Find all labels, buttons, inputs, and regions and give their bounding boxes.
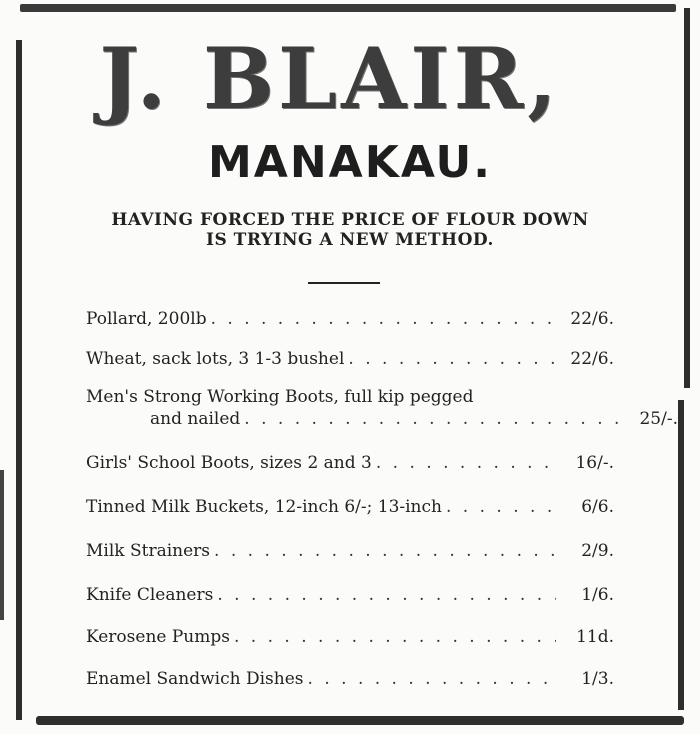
item-price: 22/6. (570, 309, 614, 329)
price-list-item (86, 668, 614, 690)
merchant-name: J. BLAIR, (99, 29, 561, 128)
price-list-item (86, 452, 614, 474)
price-list-item (86, 308, 614, 330)
item-price: 11d. (576, 627, 614, 647)
item-label: Tinned Milk Buckets, 12-inch 6/-; 13-inch (86, 497, 442, 517)
price-list-item (86, 584, 614, 606)
item-label: Girls' School Boots, sizes 2 and 3 (86, 453, 372, 473)
location-name: MANAKAU. (208, 137, 492, 188)
top-border-rule (20, 4, 676, 12)
price-list-item (86, 386, 678, 430)
right-border-rule (684, 8, 690, 388)
dot-leader (234, 626, 556, 648)
item-price: 6/6. (581, 497, 614, 517)
item-price: 16/-. (575, 453, 614, 473)
item-price: 1/3. (581, 669, 614, 689)
item-label: Men's Strong Working Boots, full kip pegged (86, 387, 474, 407)
right-border-rule-lower (678, 400, 684, 710)
bottom-border-rule (36, 716, 684, 725)
dot-leader (308, 668, 556, 690)
item-label: Knife Cleaners (86, 585, 214, 605)
item-label: Wheat, sack lots, 3 1-3 bushel (86, 349, 345, 369)
price-list-item (86, 540, 614, 562)
dot-leader (217, 584, 556, 606)
item-label: Kerosene Pumps (86, 627, 230, 647)
price-list-item (86, 496, 614, 518)
divider-rule (308, 282, 380, 284)
item-label: Enamel Sandwich Dishes (86, 669, 304, 689)
slogan (0, 210, 700, 250)
item-price: 1/6. (581, 585, 614, 605)
item-label-continued: and nailed (150, 409, 241, 429)
dot-leader (446, 496, 556, 518)
item-price: 22/6. (570, 349, 614, 369)
item-label: Milk Strainers (86, 541, 211, 561)
price-list-item (86, 626, 614, 648)
dot-leader (244, 408, 620, 430)
slogan-line-1: HAVING FORCED THE PRICE OF FLOUR DOWN (111, 210, 589, 230)
slogan-line-2: IS TRYING A NEW METHOD. (206, 230, 494, 250)
dot-leader (211, 308, 556, 330)
item-label: Pollard, 200lb (86, 309, 207, 329)
dot-leader (214, 540, 556, 562)
item-price: 25/-. (639, 409, 678, 429)
item-price: 2/9. (581, 541, 614, 561)
price-list-item (86, 348, 614, 370)
dot-leader (348, 348, 556, 370)
margin-mark (0, 470, 4, 620)
dot-leader (376, 452, 556, 474)
